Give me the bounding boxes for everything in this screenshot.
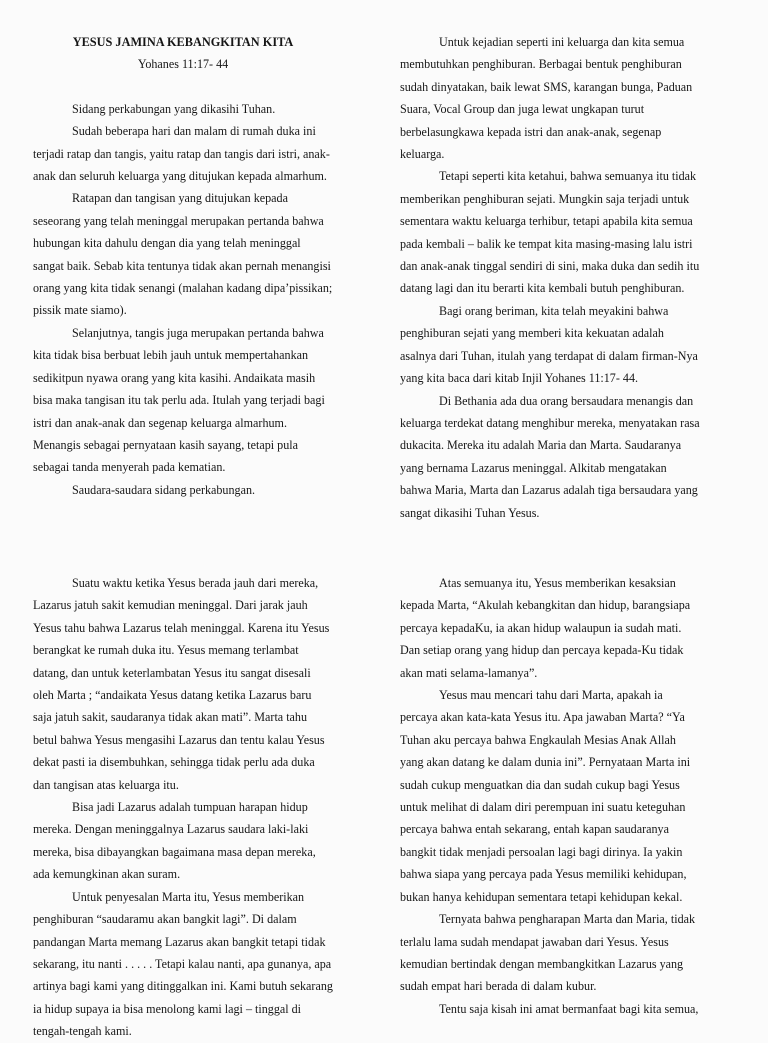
paragraph: Bisa jadi Lazarus adalah tumpuan harapan hidup mereka. Dengan meninggalnya Lazarus saudara laki-laki mereka, bisa dibayangkan bagaimana masa depan mereka, ada kemungkinan akan suram. (33, 800, 316, 882)
sermon-title: YESUS JAMINA KEBANGKITAN KITA (72, 35, 294, 49)
paragraph: Sidang perkabungan yang dikasihi Tuhan. (72, 101, 276, 116)
page2-left-column (33, 572, 333, 1043)
paragraph: Di Bethania ada dua orang bersaudara menangis dan keluarga terdekat datang menghibur mereka, menyatakan rasa dukacita. Mereka itu adalah Maria dan Marta. Saudaranya yang bernama Lazarus meninggal. Alkitab mengatakan bahwa Maria, Marta dan Lazarus adalah tiga bersaudara yang sangat dikasihi Tuhan Yesus. (400, 393, 700, 520)
paragraph: Ratapan dan tangisan yang ditujukan kepada seseorang yang telah meninggal merupakan pertanda bahwa hubungan kita dahulu dengan dia yang telah meninggal sangat baik. Sebab kita tentunya tidak akan pernah menangisi orang yang kita tidak senangi (malahan kadang dipa’pissikan; pissik mate siamo). (33, 191, 333, 318)
paragraph: Yesus mau mencari tahu dari Marta, apakah ia percaya akan kata-kata Yesus itu. Apa jawaban Marta? “Ya Tuhan aku percaya bahwa Engkaulah Mesias Anak Allah yang akan datang ke dalam dunia ini”. Pernyataan Marta ini sudah cukup menguatkan dia dan sudah cukup bagi Yesus untuk melihat di dalam diri perempuan ini suatu keteguhan percaya bahwa entah sekarang, entah kapan saudaranya bangkit tidak menjadi persoalan lagi bagi dirinya. Ia yakin bahwa siapa yang percaya pada Yesus memiliki kehidupan, bukan hanya kehidupan sementara tetapi kehidupan kekal. (400, 688, 691, 904)
paragraph: Untuk kejadian seperti ini keluarga dan kita semua membutuhkan penghiburan. Berbagai bentuk penghiburan sudah dinyatakan, baik lewat SMS, karangan bunga, Paduan Suara, Vocal Group dan juga lewat ungkapan turut berbelasungkawa kepada istri dan anak-anak, segenap keluarga. (400, 35, 693, 162)
paragraph: Tentu saja kisah ini amat bermanfaat bagi kita semua, (439, 1001, 699, 1016)
page2-right-column (400, 572, 700, 1020)
page1-left-column (33, 31, 333, 501)
paragraph: Suatu waktu ketika Yesus berada jauh dari mereka, Lazarus jatuh sakit kemudian meninggal. Dari jarak jauh Yesus tahu bahwa Lazarus telah meninggal. Karena itu Yesus berangkat ke rumah duka itu. Yesus memang terlambat datang, dan untuk keterlambatan Yesus itu sangat disesali oleh Marta ; “andaikata Yesus datang ketika Lazarus baru saja jatuh sakit, saudaranya tidak akan mati”. Marta tahu betul bahwa Yesus mengasihi Lazarus dan tentu kalau Yesus dekat pasti ia disembuhkan, sehingga tidak perlu ada duka dan tangisan atas keluarga itu. (33, 576, 330, 792)
paragraph: Tetapi seperti kita ketahui, bahwa semuanya itu tidak memberikan penghiburan sejati. Mungkin saja terjadi untuk sementara waktu keluarga terhibur, tetapi apabila kita semua pada kembali – balik ke tempat kita masing-masing lalu istri dan anak-anak tinggal sendiri di sini, maka duka dan sedih itu datang lagi dan itu berarti kita kembali butuh penghiburan. (400, 169, 700, 296)
scripture-reference: Yohanes 11:17- 44 (137, 57, 229, 72)
paragraph: Ternyata bahwa pengharapan Marta dan Maria, tidak terlalu lama sudah mendapat jawaban dari Yesus. Yesus kemudian bertindak dengan membangkitkan Lazarus yang sudah empat hari berada di dalam kubur. (400, 912, 696, 994)
paragraph: Atas semuanya itu, Yesus memberikan kesaksian kepada Marta, “Akulah kebangkitan dan hidup, barangsiapa percaya kepadaKu, ia akan hidup walaupun ia sudah mati. Dan setiap orang yang hidup dan percaya kepada-Ku tidak akan mati selama-lamanya”. (400, 576, 691, 680)
paragraph: Untuk penyesalan Marta itu, Yesus memberikan penghiburan “saudaramu akan bangkit lagi”. Di dalam pandangan Marta memang Lazarus akan bangkit tetapi tidak sekarang, itu nanti . . . . . Tetapi kalau nanti, apa gunanya, apa artinya bagi kami yang ditinggalkan ini. Kami butuh sekarang ia hidup supaya ia bisa menolong kami lagi – tinggal di tengah-tengah kami. (33, 889, 333, 1039)
paragraph: Selanjutnya, tangis juga merupakan pertanda bahwa kita tidak bisa berbuat lebih jauh untuk mempertahankan sedikitpun nyawa orang yang kita kasihi. Andaikata masih bisa maka tangisan itu tak perlu ada. Itulah yang terjadi bagi istri dan anak-anak dan segenap keluarga almarhum. Menangis sebagai pernyataan kasih sayang, tetapi pula sebagai tanda menyerah pada kematian. (33, 325, 325, 475)
paragraph: Sudah beberapa hari dan malam di rumah duka ini terjadi ratap dan tangis, yaitu ratap dan tangis dari istri, anak-anak dan seluruh keluarga yang ditujukan kepada almarhum. (33, 124, 330, 184)
spacer (33, 76, 333, 98)
page1-right-column (400, 31, 700, 524)
paragraph: Saudara-saudara sidang perkabungan. (72, 482, 256, 497)
paragraph: Bagi orang beriman, kita telah meyakini bahwa penghiburan sejati yang memberi kita kekuatan adalah asalnya dari Tuhan, itulah yang terdapat di dalam firman-Nya yang kita baca dari kitab Injil Yohanes 11:17- 44. (400, 303, 698, 386)
